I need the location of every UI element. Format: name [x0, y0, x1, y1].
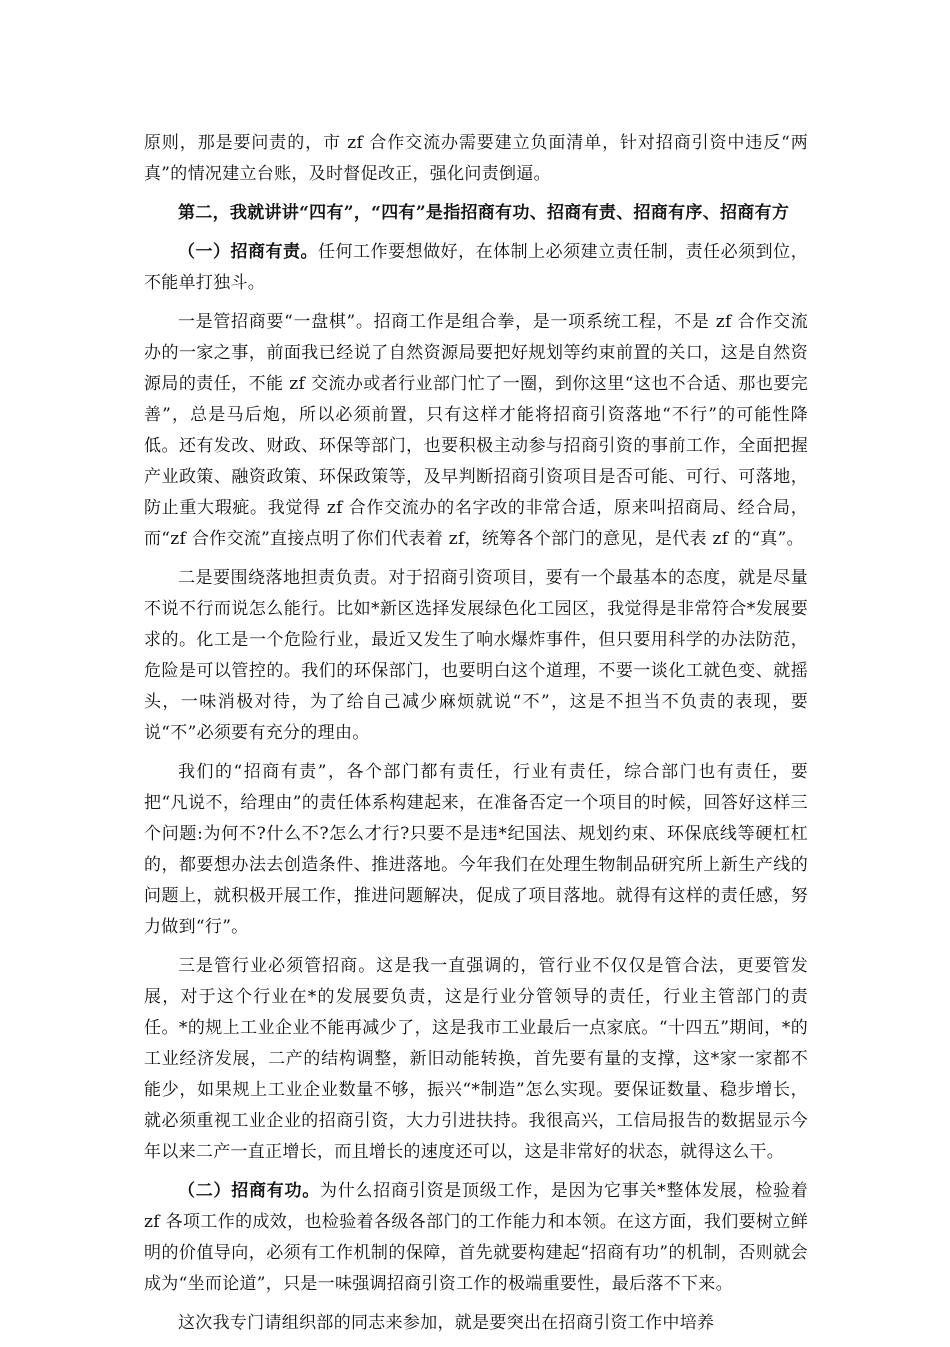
- subsection-responsibility: [144, 237, 808, 299]
- paragraph-text: 原则，那是要问责的，市 zf 合作交流办需要建立负面清单，针对招商引资中违反“两真”的情况建立台账，及时督促改正，强化问责倒逼。: [144, 133, 808, 184]
- paragraph-continuation: [144, 128, 808, 190]
- heading-text: 第二，我就讲讲“四有”，“四有”是指招商有功、招商有责、招商有序、招商有方: [178, 203, 790, 223]
- paragraph-text: 这次我专门请组织部的同志来参加，就是要突出在招商引资工作中培养: [178, 1313, 715, 1333]
- document-page: [144, 128, 808, 1347]
- paragraph-one-chess: [144, 307, 808, 555]
- paragraph-industry: [144, 951, 808, 1168]
- subsection-title: （一）招商有责。: [178, 242, 319, 262]
- paragraph-text: 一是管招商要“一盘棋”。招商工作是组合拳，是一项系统工程，不是 zf 合作交流办的一家之事，前面我已经说了自然资源局要把好规划等约束前置的关口，这是自然资源局的责任，不能 zf 交流办或者行业部门忙了一圈，到你这里“这也不合适、那也要完善”，总是马后炮，所以必须前置，只有这样才能将招商引资落地“不行”的可能性降低。还有发改、财政、环保等部门，也要积极主动参与招商引资的事前工作，全面把握产业政策、融资政策、环保政策等，及早判断招商引资项目是否可能、可行、可落地，防止重大瑕疵。我觉得 zf 合作交流办的名字改的非常合适，原来叫招商局、经合局，而“zf 合作交流”直接点明了你们代表着 zf，统筹各个部门的意见，是代表 zf 的“真”。: [144, 312, 808, 549]
- section-heading: [144, 198, 808, 229]
- subsection-title: （二）招商有功。: [178, 1181, 320, 1201]
- paragraph-organization: [144, 1308, 808, 1339]
- paragraph-responsibility-system: [144, 757, 808, 943]
- paragraph-text: 二是要围绕落地担责负责。对于招商引资项目，要有一个最基本的态度，就是尽量不说不行而说怎么能行。比如*新区选择发展绿色化工园区，我觉得是非常符合*发展要求的。化工是一个危险行业，最近又发生了响水爆炸事件，但只要用科学的办法防范，危险是可以管控的。我们的环保部门，也要明白这个道理，不要一谈化工就色变、就摇头，一味消极对待，为了给自己减少麻烦就说“不”，这是不担当不负责的表现，要说“不”必须要有充分的理由。: [144, 568, 808, 743]
- paragraph-landing: [144, 563, 808, 749]
- paragraph-text: 任何工作要想做好，在体制上必须建立责任制，责任必须到位，不能单打独斗。: [144, 242, 808, 293]
- paragraph-text: 我们的“招商有责”，各个部门都有责任，行业有责任，综合部门也有责任，要把“凡说不，给理由”的责任体系构建起来，在准备否定一个项目的时候，回答好这样三个问题:为何不?什么不?怎么才行?只要不是违*纪国法、规划约束、环保底线等硬杠杠的，都要想办法去创造条件、推进落地。今年我们在处理生物制品研究所上新生产线的问题上，就积极开展工作，推进问题解决，促成了项目落地。就得有这样的责任感，努力做到“行”。: [144, 762, 808, 937]
- subsection-merit: [144, 1176, 808, 1300]
- paragraph-text: 三是管行业必须管招商。这是我一直强调的，管行业不仅仅是管合法，更要管发展，对于这个行业在*的发展要负责，这是行业分管领导的责任，行业主管部门的责任。*的规上工业企业不能再减少了，这是我市工业最后一点家底。“十四五”期间，*的工业经济发展，二产的结构调整，新旧动能转换，首先要有量的支撑，这*家一家都不能少，如果规上工业企业数量不够，振兴“*制造”怎么实现。要保证数量、稳步增长，就必须重视工业企业的招商引资，大力引进扶持。我很高兴，工信局报告的数据显示今年以来二产一直正增长，而且增长的速度还可以，这是非常好的状态，就得这么干。: [144, 956, 808, 1162]
- paragraph-text: 为什么招商引资是顶级工作，是因为它事关*整体发展，检验着 zf 各项工作的成效，也检验着各级各部门的工作能力和本领。在这方面，我们要树立鲜明的价值导向，必须有工作机制的保障，首先就要构建起“招商有功”的机制，否则就会成为“坐而论道”，只是一味强调招商引资工作的极端重要性，最后落不下来。: [144, 1181, 809, 1294]
